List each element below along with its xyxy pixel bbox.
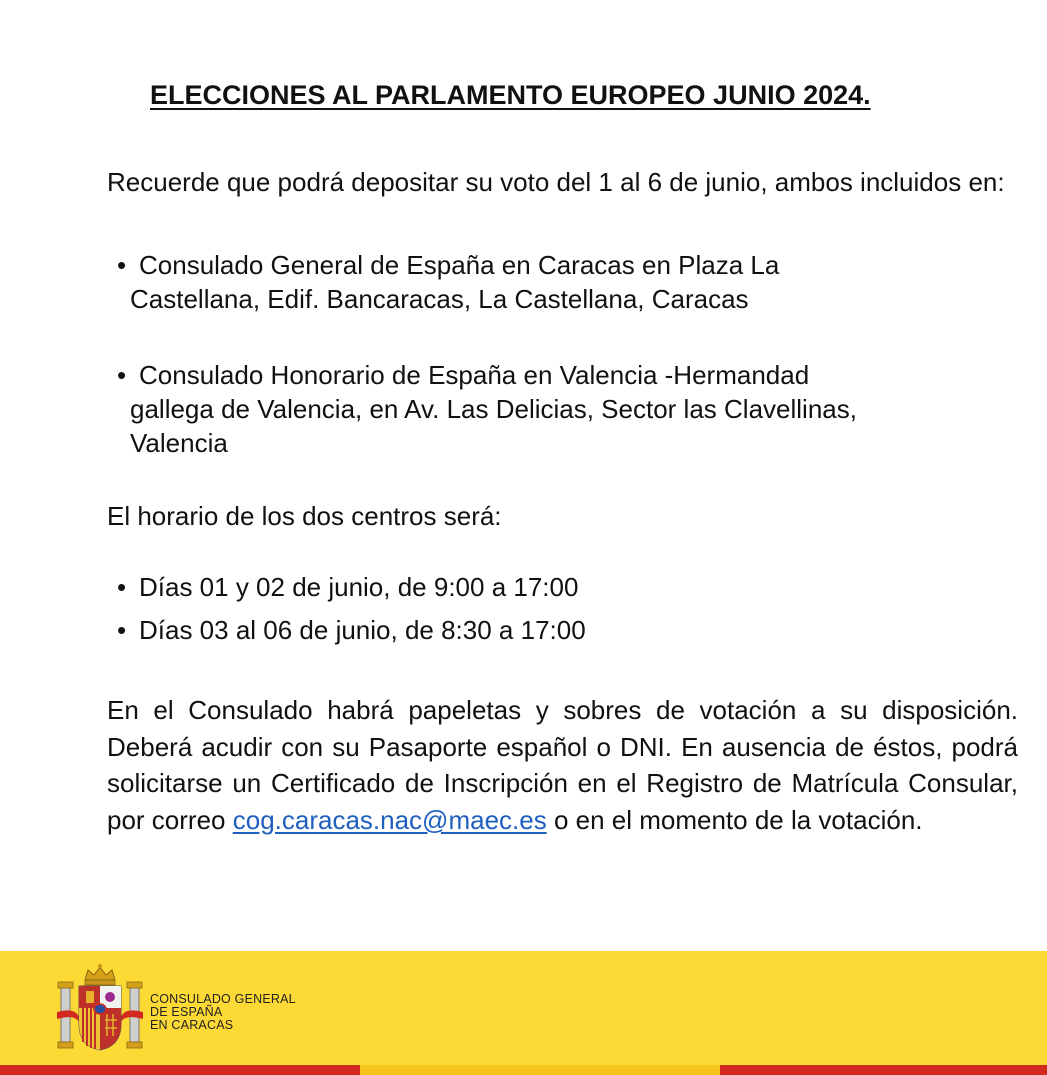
notice-text: En el Consulado habrá papeletas y sobres de votación a su disposición. Deberá acudir con su Pasaporte español o DNI. En ausencia de éstos, podrá solicitarse un Certificado de Inscripción en el Registro de Matrícula Consular, por correo: [107, 695, 1018, 835]
location-line: Consulado Honorario de España en Valencia -Hermandad: [139, 360, 810, 390]
coat-of-arms-icon: [55, 962, 145, 1057]
location-line: Consulado General de España en Caracas en Plaza La: [139, 250, 780, 280]
page-title: ELECCIONES AL PARLAMENTO EUROPEO JUNIO 2024.: [150, 80, 871, 110]
notice-end-text: o en el momento de la votación.: [546, 804, 923, 835]
email-link[interactable]: cog.caracas.nac@maec.es: [232, 804, 547, 835]
schedule-intro: El horario de los dos centros será:: [107, 501, 502, 531]
location-line: Valencia: [130, 428, 228, 458]
schedule-item: [117, 615, 586, 646]
location-line: gallega de Valencia, en Av. Las Delicias, Sector las Clavellinas,: [130, 394, 857, 424]
strip-yellow: [360, 1065, 720, 1075]
org-line: CONSULADO GENERAL: [150, 992, 296, 1006]
bullet-icon: •: [117, 250, 127, 280]
intro-paragraph: Recuerde que podrá depositar su voto del 1 al 6 de junio, ambos incluidos en:: [107, 167, 1005, 197]
bullet-icon: •: [117, 615, 127, 645]
location-line: Castellana, Edif. Bancaracas, La Castellana, Caracas: [130, 284, 749, 314]
notice-paragraph: [107, 692, 1018, 838]
strip-red: [720, 1065, 1047, 1075]
bullet-icon: •: [117, 572, 127, 602]
org-line: DE ESPAÑA: [150, 1005, 223, 1019]
strip-red: [0, 1065, 360, 1075]
location-item-valencia: [117, 358, 857, 460]
footer-color-strip: [0, 1065, 1047, 1075]
schedule-text: Días 01 y 02 de junio, de 9:00 a 17:00: [139, 572, 579, 602]
bullet-icon: •: [117, 360, 127, 390]
schedule-text: Días 03 al 06 de junio, de 8:30 a 17:00: [139, 615, 586, 645]
organization-name: [150, 993, 296, 1032]
location-item-caracas: [117, 248, 779, 316]
org-line: EN CARACAS: [150, 1018, 234, 1032]
schedule-item: [117, 572, 578, 603]
